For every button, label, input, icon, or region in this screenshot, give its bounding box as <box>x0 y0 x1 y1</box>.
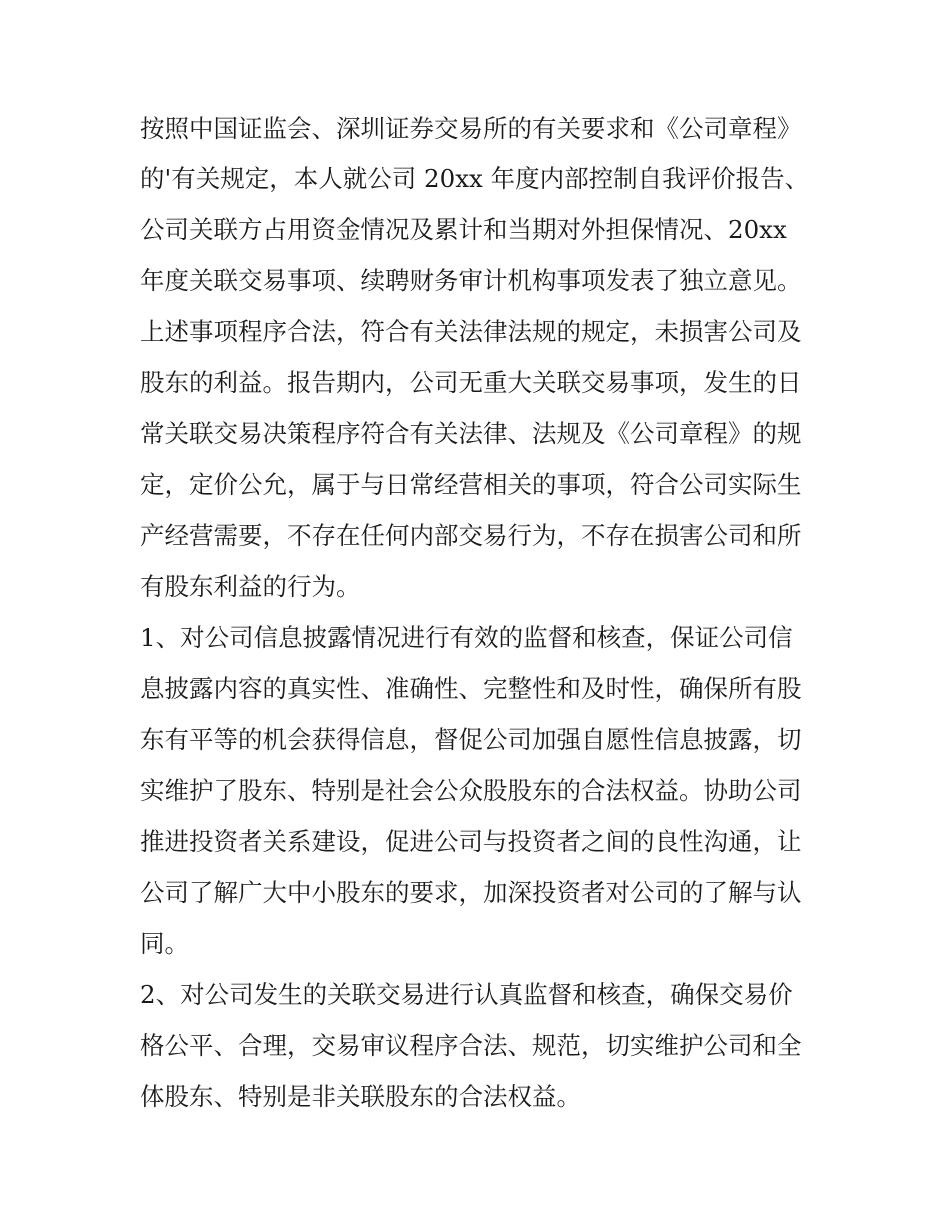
list-item-2-line: 格公平、合理，交易审议程序合法、规范，切实维护公司和全 <box>140 1031 802 1060</box>
list-item-1-line: 公司了解广大中小股东的要求，加深投资者对公司的了解与认 <box>140 878 802 907</box>
list-item-2-line: 2、对公司发生的关联交易进行认真监督和核查，确保交易价 <box>140 980 793 1009</box>
paragraph-line: 产经营需要，不存在任何内部交易行为，不存在损害公司和所 <box>140 521 802 550</box>
list-item-1-line: 东有平等的机会获得信息，督促公司加强自愿性信息披露，切 <box>140 725 802 754</box>
paragraph-line: 公司关联方占用资金情况及累计和当期对外担保情况、20xx <box>140 215 787 244</box>
list-item-1-line: 1、对公司信息披露情况进行有效的监督和核查，保证公司信 <box>140 623 793 652</box>
list-item-1-line: 实维护了股东、特别是社会公众股股东的合法权益。协助公司 <box>140 776 802 805</box>
paragraph-line: 年度关联交易事项、续聘财务审计机构事项发表了独立意见。 <box>140 266 802 295</box>
paragraph-line: 上述事项程序合法，符合有关法律法规的规定，未损害公司及 <box>140 317 802 346</box>
paragraph-line: 股东的利益。报告期内，公司无重大关联交易事项，发生的日 <box>140 368 802 397</box>
list-item-1-line: 息披露内容的真实性、准确性、完整性和及时性，确保所有股 <box>140 674 802 703</box>
paragraph-line: 的'有关规定，本人就公司 20xx 年度内部控制自我评价报告、 <box>140 164 810 193</box>
paragraph-line: 按照中国证监会、深圳证券交易所的有关要求和《公司章程》 <box>140 114 802 143</box>
paragraph-line: 定，定价公允，属于与日常经营相关的事项，符合公司实际生 <box>140 470 802 499</box>
paragraph-line: 有股东利益的行为。 <box>140 572 361 601</box>
paragraph-line: 常关联交易决策程序符合有关法律、法规及《公司章程》的规 <box>140 419 802 448</box>
list-item-1-line: 推进投资者关系建设，促进公司与投资者之间的良性沟通，让 <box>140 827 802 856</box>
list-item-2-line: 体股东、特别是非关联股东的合法权益。 <box>140 1082 581 1111</box>
list-item-1-line: 同。 <box>140 929 189 958</box>
